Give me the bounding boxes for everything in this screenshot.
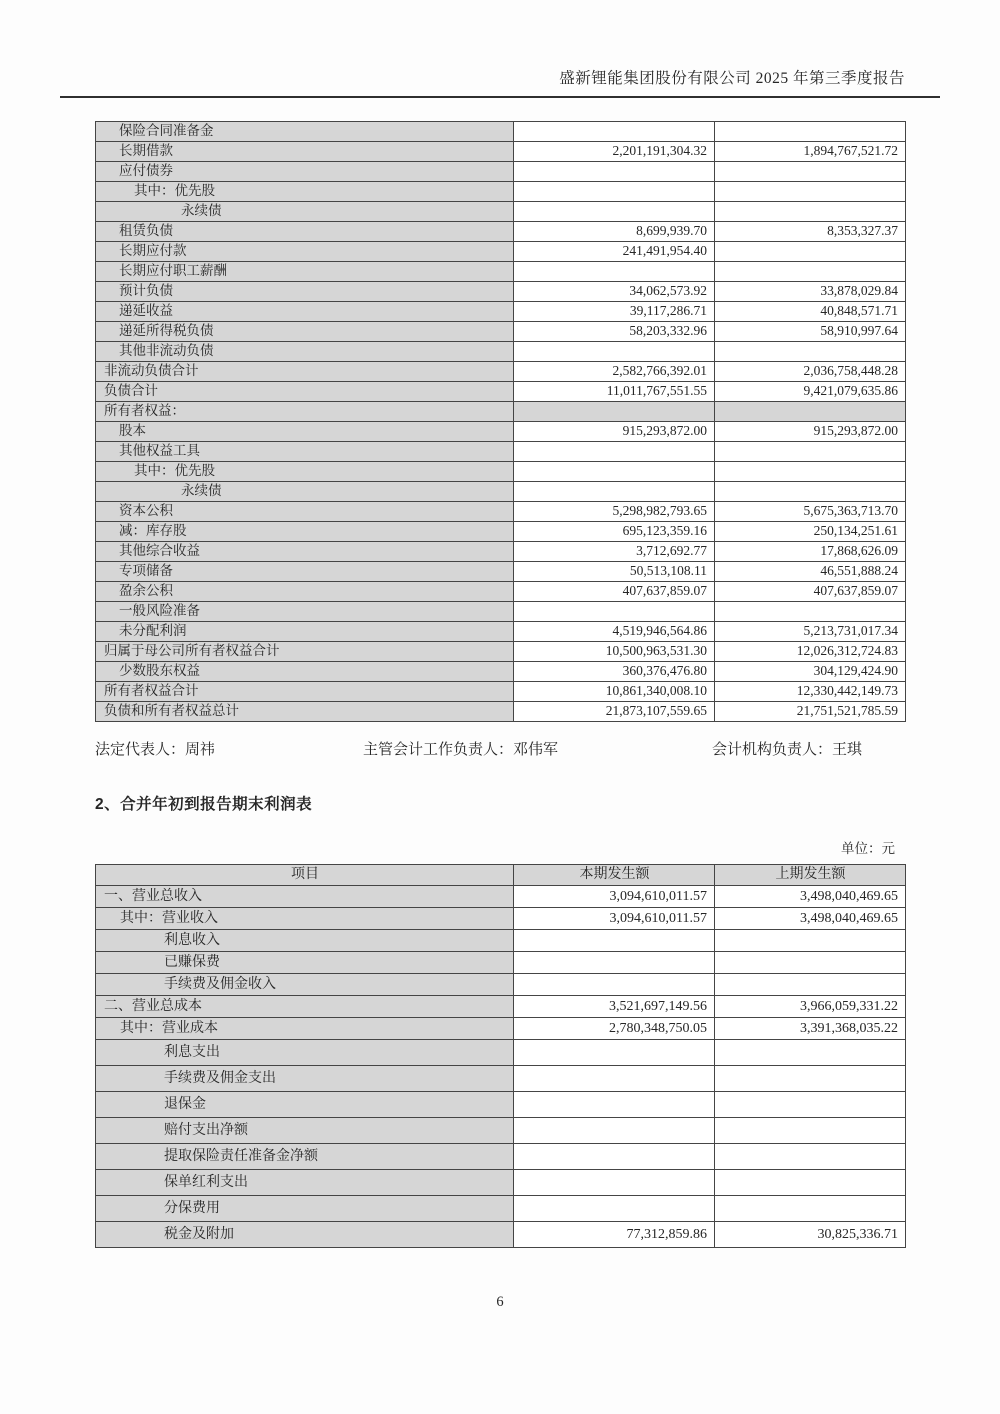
- current-period-value: 241,491,954.40: [514, 242, 715, 262]
- table-row: [96, 202, 906, 222]
- prior-period-value: 46,551,888.24: [715, 562, 906, 582]
- row-item-label: 资本公积: [96, 502, 514, 522]
- table-row: [96, 1066, 906, 1092]
- row-item-label: 利息收入: [96, 930, 514, 952]
- row-item-label: 租赁负债: [96, 222, 514, 242]
- prior-period-value: 2,036,758,448.28: [715, 362, 906, 382]
- current-period-value: 11,011,767,551.55: [514, 382, 715, 402]
- table-row: [96, 582, 906, 602]
- prior-period-value: 58,910,997.64: [715, 322, 906, 342]
- current-period-value: [514, 122, 715, 142]
- row-item-label: 预计负债: [96, 282, 514, 302]
- table-row: [96, 422, 906, 442]
- table-row: [96, 908, 906, 930]
- prior-period-value: [715, 1144, 906, 1170]
- current-period-value: 2,780,348,750.05: [514, 1018, 715, 1040]
- current-period-value: [514, 1092, 715, 1118]
- income-table-header-row: [96, 865, 906, 886]
- report-header-title: 盛新锂能集团股份有限公司 2025 年第三季度报告: [559, 70, 905, 87]
- table-row: [96, 1222, 906, 1248]
- table-row: [96, 930, 906, 952]
- prior-period-value: [715, 262, 906, 282]
- row-item-label: 手续费及佣金支出: [96, 1066, 514, 1092]
- current-period-value: 39,117,286.71: [514, 302, 715, 322]
- table-row: [96, 222, 906, 242]
- prior-period-value: 304,129,424.90: [715, 662, 906, 682]
- current-period-value: 2,201,191,304.32: [514, 142, 715, 162]
- current-period-value: [514, 1066, 715, 1092]
- table-row: [96, 662, 906, 682]
- row-item-label: 负债合计: [96, 382, 514, 402]
- row-item-label: 保险合同准备金: [96, 122, 514, 142]
- current-period-value: [514, 952, 715, 974]
- page-number: 6: [496, 1294, 504, 1310]
- prior-period-value: 17,868,626.09: [715, 542, 906, 562]
- prior-period-value: 915,293,872.00: [715, 422, 906, 442]
- row-item-label: 负债和所有者权益总计: [96, 702, 514, 722]
- prior-period-value: 30,825,336.71: [715, 1222, 906, 1248]
- table-row: [96, 702, 906, 722]
- table-row: [96, 442, 906, 462]
- current-period-value: 4,519,946,564.86: [514, 622, 715, 642]
- table-row: [96, 602, 906, 622]
- current-period-value: 3,094,610,011.57: [514, 908, 715, 930]
- current-period-value: 3,521,697,149.56: [514, 996, 715, 1018]
- column-header-item: 项目: [96, 865, 514, 886]
- table-row: [96, 462, 906, 482]
- prior-period-value: [715, 242, 906, 262]
- row-item-label: 永续债: [96, 482, 514, 502]
- current-period-value: [514, 1170, 715, 1196]
- prior-period-value: [715, 1092, 906, 1118]
- prior-period-value: [715, 1040, 906, 1066]
- row-item-label: 赔付支出净额: [96, 1118, 514, 1144]
- prior-period-value: 3,498,040,469.65: [715, 908, 906, 930]
- row-item-label: 应付债券: [96, 162, 514, 182]
- row-item-label: 永续债: [96, 202, 514, 222]
- prior-period-value: 8,353,327.37: [715, 222, 906, 242]
- row-item-label: 递延收益: [96, 302, 514, 322]
- prior-period-value: [715, 974, 906, 996]
- prior-period-value: [715, 402, 906, 422]
- prior-period-value: [715, 462, 906, 482]
- prior-period-value: 3,966,059,331.22: [715, 996, 906, 1018]
- row-item-label: 二、营业总成本: [96, 996, 514, 1018]
- table-row: [96, 1040, 906, 1066]
- table-row: [96, 342, 906, 362]
- current-period-value: [514, 1144, 715, 1170]
- prior-period-value: [715, 162, 906, 182]
- current-period-value: [514, 182, 715, 202]
- row-item-label: 退保金: [96, 1092, 514, 1118]
- prior-period-value: 5,675,363,713.70: [715, 502, 906, 522]
- prior-period-value: 9,421,079,635.86: [715, 382, 906, 402]
- table-row: [96, 122, 906, 142]
- row-item-label: 少数股东权益: [96, 662, 514, 682]
- current-period-value: [514, 1196, 715, 1222]
- current-period-value: [514, 342, 715, 362]
- row-item-label: 其中：优先股: [96, 182, 514, 202]
- current-period-value: [514, 162, 715, 182]
- table-row: [96, 402, 906, 422]
- row-item-label: 未分配利润: [96, 622, 514, 642]
- prior-period-value: [715, 952, 906, 974]
- current-period-value: 34,062,573.92: [514, 282, 715, 302]
- table-row: [96, 1092, 906, 1118]
- row-item-label: 其中：优先股: [96, 462, 514, 482]
- prior-period-value: [715, 442, 906, 462]
- row-item-label: 其中：营业成本: [96, 1018, 514, 1040]
- accounting-head-label: 主管会计工作负责人：邓伟军: [363, 742, 559, 758]
- prior-period-value: [715, 1118, 906, 1144]
- current-period-value: 10,500,963,531.30: [514, 642, 715, 662]
- prior-period-value: 3,498,040,469.65: [715, 886, 906, 908]
- table-row: [96, 382, 906, 402]
- row-item-label: 一、营业总收入: [96, 886, 514, 908]
- table-row: [96, 996, 906, 1018]
- prior-period-value: 33,878,029.84: [715, 282, 906, 302]
- row-item-label: 减：库存股: [96, 522, 514, 542]
- table-row: [96, 142, 906, 162]
- row-item-label: 已赚保费: [96, 952, 514, 974]
- table-row: [96, 562, 906, 582]
- unit-label: 单位：元: [841, 841, 895, 856]
- report-page: [60, 0, 940, 1311]
- current-period-value: [514, 1040, 715, 1066]
- table-row: [96, 322, 906, 342]
- row-item-label: 非流动负债合计: [96, 362, 514, 382]
- table-row: [96, 1196, 906, 1222]
- prior-period-value: [715, 202, 906, 222]
- table-row: [96, 162, 906, 182]
- income-statement-table: [95, 864, 906, 1248]
- current-period-value: 8,699,939.70: [514, 222, 715, 242]
- table-row: [96, 262, 906, 282]
- row-item-label: 递延所得税负债: [96, 322, 514, 342]
- current-period-value: [514, 402, 715, 422]
- current-period-value: [514, 602, 715, 622]
- current-period-value: 50,513,108.11: [514, 562, 715, 582]
- prior-period-value: [715, 342, 906, 362]
- row-item-label: 其他综合收益: [96, 542, 514, 562]
- prior-period-value: [715, 602, 906, 622]
- row-item-label: 所有者权益：: [96, 402, 514, 422]
- row-item-label: 提取保险责任准备金净额: [96, 1144, 514, 1170]
- row-item-label: 归属于母公司所有者权益合计: [96, 642, 514, 662]
- current-period-value: 3,094,610,011.57: [514, 886, 715, 908]
- signature-line: [95, 738, 905, 758]
- row-item-label: 其他权益工具: [96, 442, 514, 462]
- table-row: [96, 282, 906, 302]
- row-item-label: 手续费及佣金收入: [96, 974, 514, 996]
- table-row: [96, 974, 906, 996]
- current-period-value: [514, 974, 715, 996]
- current-period-value: 58,203,332.96: [514, 322, 715, 342]
- current-period-value: [514, 442, 715, 462]
- row-item-label: 股本: [96, 422, 514, 442]
- prior-period-value: [715, 1170, 906, 1196]
- prior-period-value: [715, 482, 906, 502]
- prior-period-value: [715, 1066, 906, 1092]
- current-period-value: 360,376,476.80: [514, 662, 715, 682]
- current-period-value: [514, 262, 715, 282]
- income-statement-section-heading: 2、合并年初到报告期末利润表: [95, 796, 313, 813]
- row-item-label: 税金及附加: [96, 1222, 514, 1248]
- column-header-current-period: 本期发生额: [514, 865, 715, 886]
- prior-period-value: 40,848,571.71: [715, 302, 906, 322]
- prior-period-value: [715, 122, 906, 142]
- table-row: [96, 886, 906, 908]
- row-item-label: 专项储备: [96, 562, 514, 582]
- current-period-value: 5,298,982,793.65: [514, 502, 715, 522]
- prior-period-value: 12,330,442,149.73: [715, 682, 906, 702]
- prior-period-value: 407,637,859.07: [715, 582, 906, 602]
- table-row: [96, 642, 906, 662]
- row-item-label: 盈余公积: [96, 582, 514, 602]
- table-row: [96, 542, 906, 562]
- current-period-value: 77,312,859.86: [514, 1222, 715, 1248]
- prior-period-value: 12,026,312,724.83: [715, 642, 906, 662]
- row-item-label: 长期应付职工薪酬: [96, 262, 514, 282]
- table-row: [96, 622, 906, 642]
- prior-period-value: 21,751,521,785.59: [715, 702, 906, 722]
- table-row: [96, 182, 906, 202]
- current-period-value: [514, 1118, 715, 1144]
- column-header-prior-period: 上期发生额: [715, 865, 906, 886]
- prior-period-value: [715, 930, 906, 952]
- table-row: [96, 952, 906, 974]
- row-item-label: 其他非流动负债: [96, 342, 514, 362]
- table-row: [96, 482, 906, 502]
- prior-period-value: 3,391,368,035.22: [715, 1018, 906, 1040]
- table-row: [96, 502, 906, 522]
- row-item-label: 长期应付款: [96, 242, 514, 262]
- current-period-value: 21,873,107,559.65: [514, 702, 715, 722]
- prior-period-value: 1,894,767,521.72: [715, 142, 906, 162]
- current-period-value: [514, 482, 715, 502]
- balance-sheet-table: [95, 121, 906, 722]
- current-period-value: 3,712,692.77: [514, 542, 715, 562]
- row-item-label: 保单红利支出: [96, 1170, 514, 1196]
- table-row: [96, 1018, 906, 1040]
- current-period-value: [514, 462, 715, 482]
- current-period-value: 915,293,872.00: [514, 422, 715, 442]
- row-item-label: 分保费用: [96, 1196, 514, 1222]
- table-row: [96, 362, 906, 382]
- current-period-value: 695,123,359.16: [514, 522, 715, 542]
- prior-period-value: [715, 182, 906, 202]
- prior-period-value: 5,213,731,017.34: [715, 622, 906, 642]
- prior-period-value: 250,134,251.61: [715, 522, 906, 542]
- row-item-label: 其中：营业收入: [96, 908, 514, 930]
- current-period-value: 2,582,766,392.01: [514, 362, 715, 382]
- table-row: [96, 302, 906, 322]
- prior-period-value: [715, 1196, 906, 1222]
- current-period-value: [514, 930, 715, 952]
- current-period-value: 407,637,859.07: [514, 582, 715, 602]
- table-row: [96, 522, 906, 542]
- current-period-value: 10,861,340,008.10: [514, 682, 715, 702]
- table-row: [96, 1144, 906, 1170]
- row-item-label: 一般风险准备: [96, 602, 514, 622]
- table-row: [96, 1118, 906, 1144]
- header-rule: [60, 96, 940, 98]
- accounting-org-head-label: 会计机构负责人：王琪: [712, 742, 863, 758]
- current-period-value: [514, 202, 715, 222]
- row-item-label: 利息支出: [96, 1040, 514, 1066]
- table-row: [96, 682, 906, 702]
- row-item-label: 长期借款: [96, 142, 514, 162]
- table-row: [96, 1170, 906, 1196]
- legal-representative-label: 法定代表人：周祎: [95, 742, 216, 758]
- table-row: [96, 242, 906, 262]
- row-item-label: 所有者权益合计: [96, 682, 514, 702]
